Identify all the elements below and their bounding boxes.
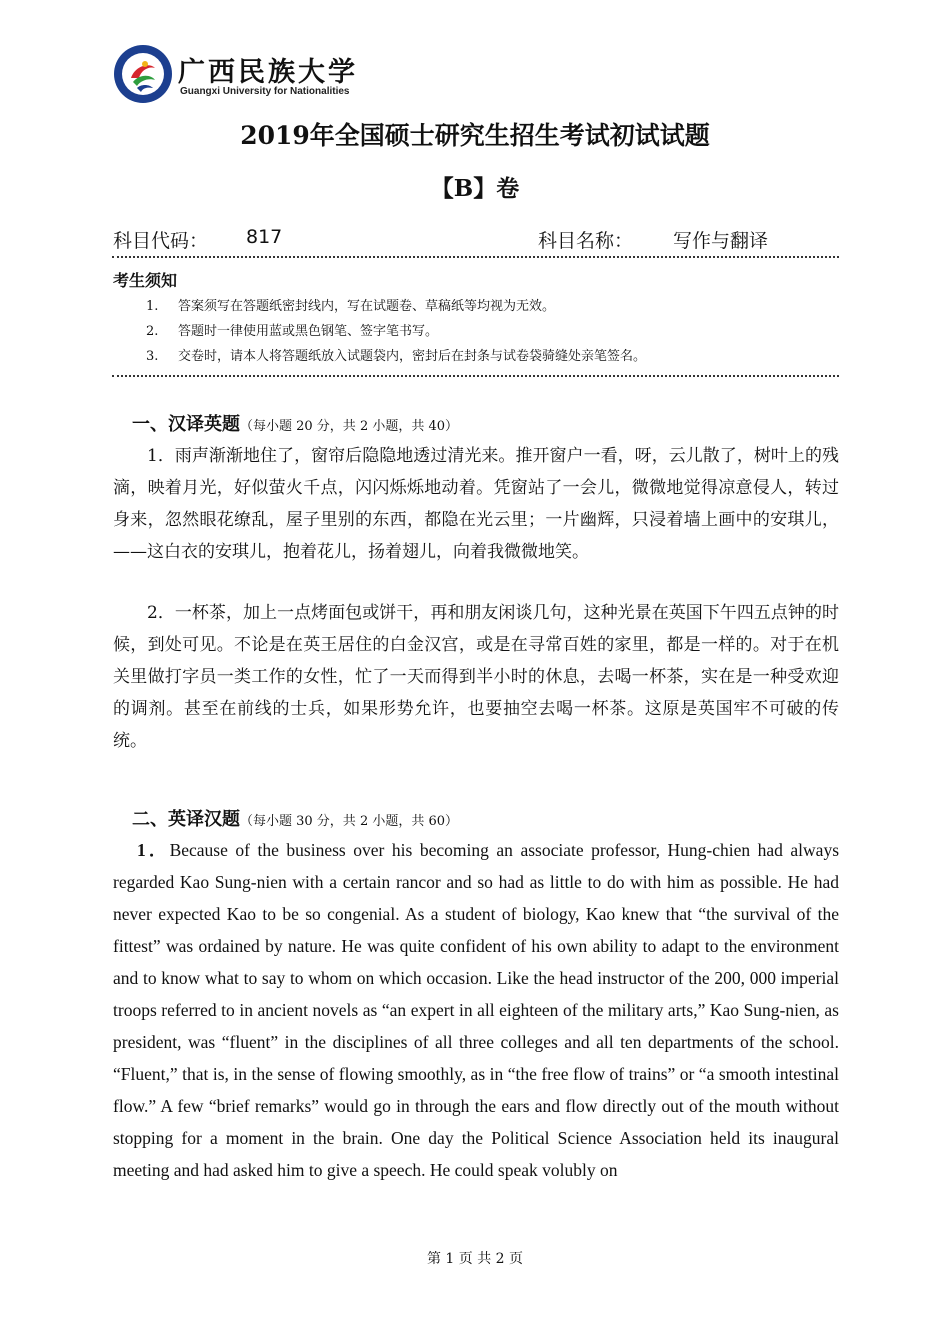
section1-question-1: 1．雨声渐渐地住了，窗帘后隐隐地透过清光来。推开窗户一看，呀，云儿散了，树叶上的残滴，映着月光，好似萤火千点，闪闪烁烁地动着。凭窗站了一会儿，微微地觉得凉意侵人，转过身来，忽然眼花缭乱，屋子里别的东西，都隐在光云里；一片幽辉，只浸着墙上画中的安琪儿，——这白衣的安琪儿，抱着花儿，扬着翅儿，向着我微微地笑。 bbox=[113, 446, 839, 562]
notice-item-number: 1. bbox=[146, 299, 159, 314]
section1-title: 一、汉译英题 bbox=[132, 414, 240, 435]
question-number: 1． bbox=[137, 840, 170, 860]
divider-top bbox=[112, 256, 839, 258]
subject-code-label: 科目代码： bbox=[113, 230, 209, 252]
notice-item-text: 答案须写在答题纸密封线内，写在试题卷、草稿纸等均视为无效。 bbox=[178, 299, 556, 314]
divider-bottom bbox=[112, 375, 839, 377]
section1-scoring-note: （每小题 20 分，共 2 小题，共 40） bbox=[240, 419, 459, 434]
exam-title: 2019年全国硕士研究生招生考试初试试题 bbox=[240, 121, 710, 150]
notice-item-text: 答题时一律使用蓝或黑色钢笔、签字笔书写。 bbox=[178, 324, 439, 339]
section2-question-1 bbox=[113, 834, 839, 1186]
section1-heading bbox=[132, 410, 458, 436]
notice-item-text: 交卷时，请本人将答题纸放入试题袋内，密封后在封条与试卷袋骑缝处亲笔签名。 bbox=[178, 349, 647, 364]
section1-question-2: 2．一杯茶，加上一点烤面包或饼干，再和朋友闲谈几句，这种光景在英国下午四五点钟的时候，到处可见。不论是在英王居住的白金汉宫，或是在寻常百姓的家里，都是一样的。对于在机关里做打字员一类工作的女性，忙了一天而得到半小时的休息，去喝一杯茶，实在是一种受欢迎的调剂。甚至在前线的士兵，如果形势允许，也要抽空去喝一杯茶。这原是英国牢不可破的传统。 bbox=[113, 603, 839, 751]
notice-item bbox=[146, 345, 646, 364]
university-name-en: Guangxi University for Nationalities bbox=[180, 86, 350, 97]
subject-name-label: 科目名称： bbox=[538, 230, 634, 252]
notice-item-number: 3. bbox=[146, 349, 159, 364]
paper-type: 【B】卷 bbox=[430, 175, 520, 202]
notice-title: 考生须知 bbox=[113, 271, 178, 290]
page-number: 第 1 页 共 2 页 bbox=[426, 1251, 524, 1267]
section2-title: 二、英译汉题 bbox=[132, 809, 240, 830]
section2-scoring-note: （每小题 30 分，共 2 小题，共 60） bbox=[240, 814, 459, 829]
notice-item bbox=[146, 320, 438, 339]
university-logo bbox=[113, 44, 173, 104]
university-name-cn: 广西民族大学 bbox=[178, 57, 358, 88]
question-text: Because of the business over his becoming an associate professor, Hung-chien had always regarded Kao Sung-nien with a certain rancor and so had as little to do with him as possible. He had never expected Kao to be so congenial. As a student of biology, Kao knew that “the survival of the fittest” was ordained by nature. He was quite confident of his own ability to adapt to the environment and to know what to say to whom on which occasion. Like the head instructor of the 200, 000 imperial troops referred to in ancient novels as “an expert in all eighteen of the military arts,” Kao Sung-nien, as president, was “fluent” in the disciplines of all three colleges and all ten departments of the school. “Fluent,” that is, in the sense of flowing smoothly, as in “the free flow of trains” or “a smooth intestinal flow.” A few “brief remarks” would go in through the ears and flow directly out of the mouth without stopping for a moment in the brain. One day the Political Science Association held its inaugural meeting and had asked him to give a speech. He could speak volubly on bbox=[113, 840, 840, 1180]
subject-code: 817 bbox=[246, 226, 283, 248]
university-seal-icon bbox=[113, 44, 173, 104]
section2-heading bbox=[132, 805, 458, 831]
notice-item bbox=[146, 295, 555, 314]
notice-item-number: 2. bbox=[146, 324, 159, 339]
subject-name: 写作与翻译 bbox=[673, 230, 769, 252]
